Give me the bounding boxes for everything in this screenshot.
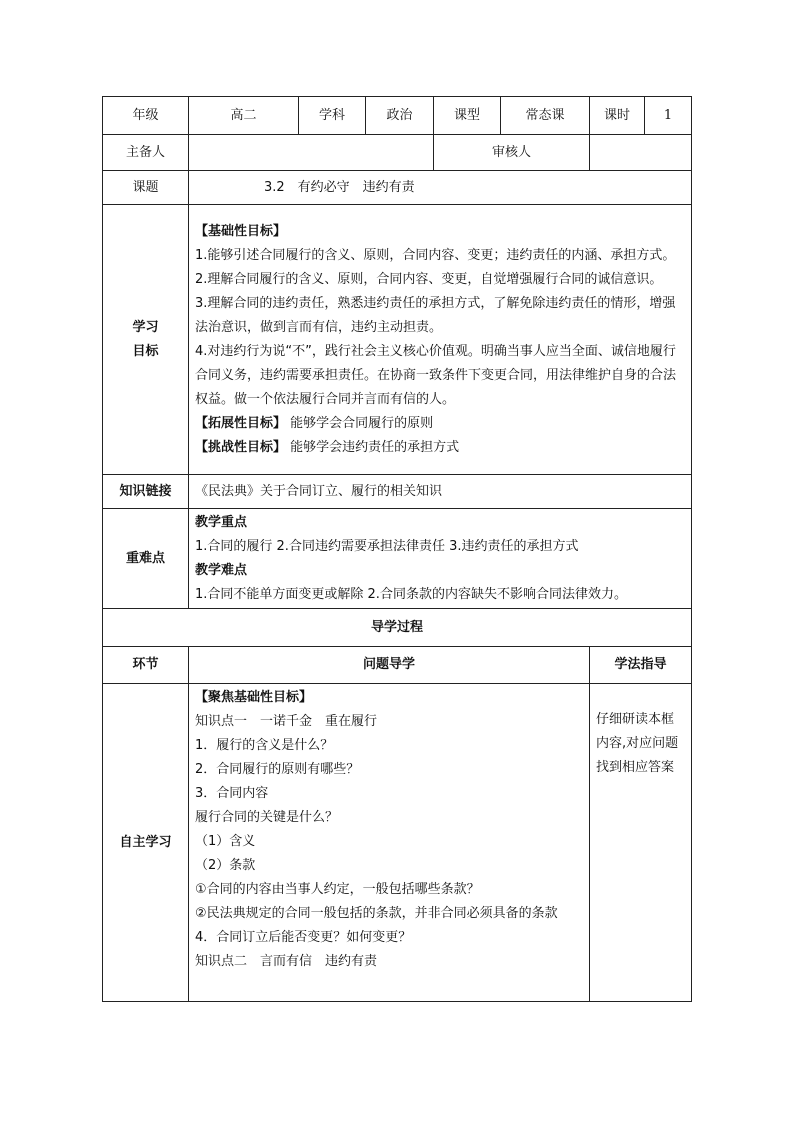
challenge-objective bbox=[195, 436, 685, 460]
hours-label: 课时 bbox=[590, 97, 645, 135]
self-study-questions bbox=[189, 684, 590, 1002]
guidance-header: 学法指导 bbox=[590, 647, 692, 684]
self-study-guidance: 仔细研读本框内容,对应问题找到相应答案 bbox=[590, 684, 692, 1002]
challenge-objective-heading: 【挑战性目标】 bbox=[195, 439, 287, 455]
grade-value: 高二 bbox=[189, 97, 299, 135]
question-line: 1．履行的含义是什么？ bbox=[195, 738, 334, 753]
key-points-row bbox=[103, 509, 692, 609]
objectives-content bbox=[189, 205, 692, 475]
process-header-row bbox=[103, 647, 692, 684]
teaching-difficulty-text: 1.合同不能单方面变更或解除 2.合同条款的内容缺失不影响合同法律效力。 bbox=[195, 586, 627, 602]
objectives-label-line1: 学习 bbox=[132, 319, 159, 335]
question-line: 知识点二 言而有信 违约有责 bbox=[195, 954, 378, 969]
subject-label: 学科 bbox=[299, 97, 366, 135]
lesson-type-value: 常态课 bbox=[501, 97, 590, 135]
knowledge-text: 《民法典》关于合同订立、履行的相关知识 bbox=[189, 475, 692, 509]
basic-objective-heading: 【基础性目标】 bbox=[195, 223, 287, 239]
process-title: 导学过程 bbox=[103, 609, 692, 647]
reviewer-label: 审核人 bbox=[434, 135, 590, 171]
questions-header: 问题导学 bbox=[189, 647, 590, 684]
objectives-label bbox=[103, 205, 189, 475]
subject-value: 政治 bbox=[366, 97, 434, 135]
extended-objective-text: 能够学会合同履行的原则 bbox=[290, 415, 434, 431]
self-study-heading: 【聚焦基础性目标】 bbox=[195, 690, 313, 705]
grade-label: 年级 bbox=[103, 97, 189, 135]
challenge-objective-text: 能够学会违约责任的承担方式 bbox=[290, 439, 460, 455]
objectives-row bbox=[103, 205, 692, 475]
key-points-content bbox=[189, 509, 692, 609]
question-line: （1）含义 bbox=[195, 834, 256, 849]
objective-item-1: 1.能够引述合同履行的含义、原则，合同内容、变更；违约责任的内涵、承担方式。 bbox=[195, 247, 676, 263]
lesson-plan-table bbox=[102, 96, 692, 1002]
self-study-stage: 自主学习 bbox=[103, 684, 189, 1002]
lesson-type-label: 课型 bbox=[434, 97, 501, 135]
preparer-label: 主备人 bbox=[103, 135, 189, 171]
question-line: 知识点一 一诺千金 重在履行 bbox=[195, 714, 378, 729]
preparer-value bbox=[189, 135, 434, 171]
objectives-label-line2: 目标 bbox=[132, 343, 159, 359]
topic-label: 课题 bbox=[103, 171, 189, 205]
process-title-row bbox=[103, 609, 692, 647]
question-line: （2）条款 bbox=[195, 858, 256, 873]
knowledge-row bbox=[103, 475, 692, 509]
question-line: 2．合同履行的原则有哪些？ bbox=[195, 762, 360, 777]
question-line: ②民法典规定的合同一般包括的条款，并非合同必须具备的条款 bbox=[195, 906, 558, 921]
objective-item-3: 3.理解合同的违约责任，熟悉违约责任的承担方式，了解免除违约责任的情形，增强法治意识，做到言而有信，违约主动担责。 bbox=[195, 295, 676, 335]
hours-value: 1 bbox=[645, 97, 692, 135]
topic-row bbox=[103, 171, 692, 205]
extended-objective bbox=[195, 412, 685, 436]
objective-item-4: 4.对违约行为说“不”，践行社会主义核心价值观。明确当事人应当全面、诚信地履行合同义务，违约需要承担责任。在协商一致条件下变更合同，用法律维护自身的合法权益。做一个依法履行合同并言而有信的人。 bbox=[195, 343, 677, 407]
info-row bbox=[103, 97, 692, 135]
teaching-focus-text: 1.合同的履行 2.合同违约需要承担法律责任 3.违约责任的承担方式 bbox=[195, 538, 579, 554]
teaching-focus-heading: 教学重点 bbox=[195, 514, 248, 530]
topic-value: 3.2 有约必守 违约有责 bbox=[189, 171, 692, 205]
question-line: 履行合同的关键是什么？ bbox=[195, 810, 339, 825]
question-line: 4．合同订立后能否变更？如何变更？ bbox=[195, 930, 412, 945]
question-line: 3．合同内容 bbox=[195, 786, 269, 801]
reviewer-value bbox=[590, 135, 692, 171]
extended-objective-heading: 【拓展性目标】 bbox=[195, 415, 287, 431]
stage-header: 环节 bbox=[103, 647, 189, 684]
teaching-difficulty-heading: 教学难点 bbox=[195, 562, 248, 578]
knowledge-label: 知识链接 bbox=[103, 475, 189, 509]
preparer-row bbox=[103, 135, 692, 171]
objective-item-2: 2.理解合同履行的含义、原则，合同内容、变更，自觉增强履行合同的诚信意识。 bbox=[195, 271, 663, 287]
key-points-label: 重难点 bbox=[103, 509, 189, 609]
self-study-row bbox=[103, 684, 692, 1002]
question-line: ①合同的内容由当事人约定，一般包括哪些条款？ bbox=[195, 882, 480, 897]
